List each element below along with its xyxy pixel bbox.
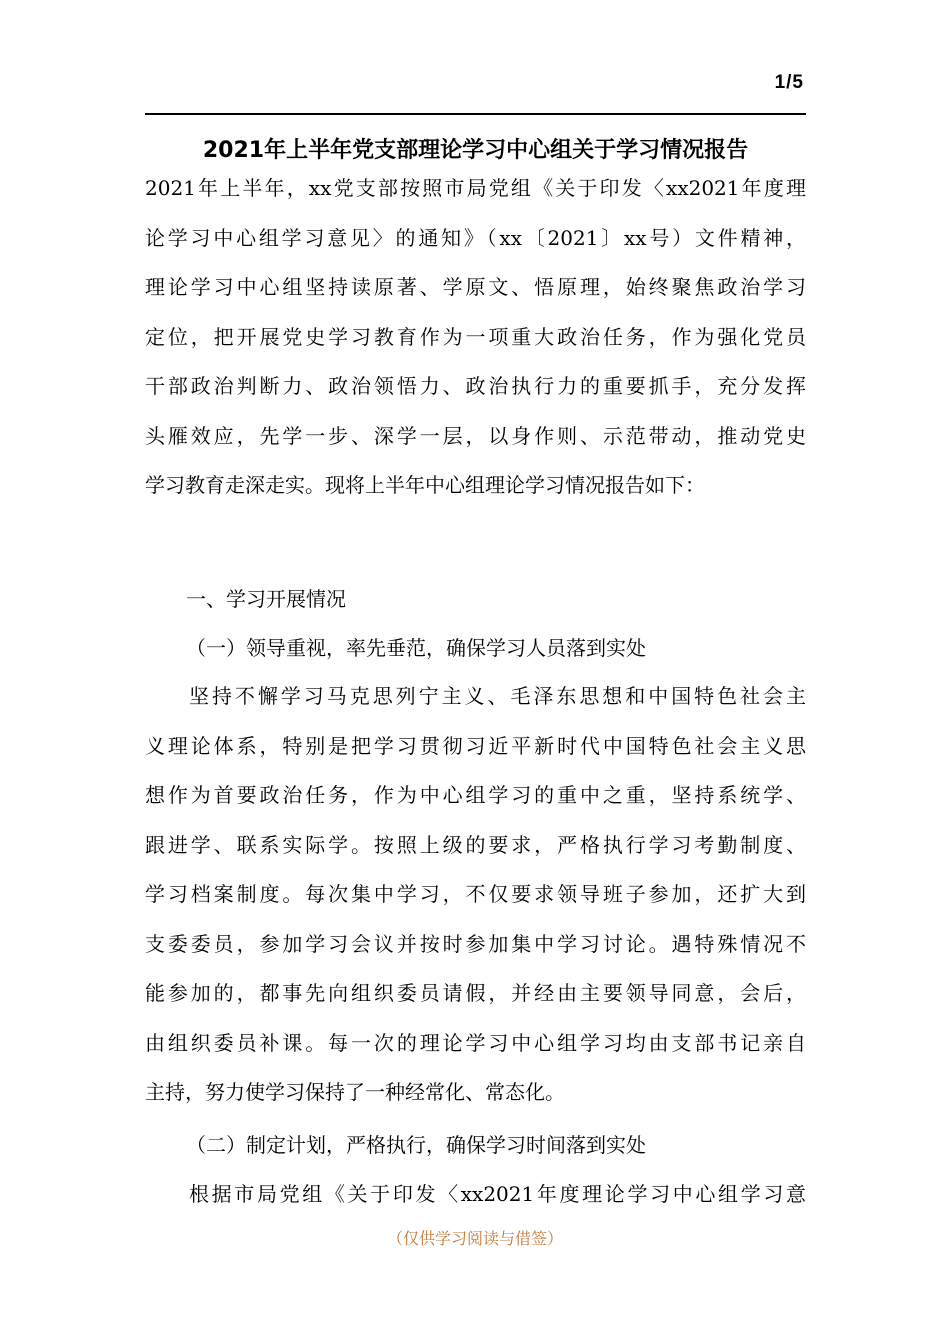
paragraph-line: 由组织委员补课。每一次的理论学习中心组学习均由支部书记亲自 (145, 1030, 806, 1055)
paragraph-line: 能参加的，都事先向组织委员请假，并经由主要领导同意，会后， (145, 981, 806, 1005)
paragraph-line: 根据市局党组《关于印发〈xx2021年度理论学习中心组学习意 (189, 1182, 806, 1206)
paragraph-line: 2021年上半年，xx党支部按照市局党组《关于印发〈xx2021年度理 (145, 176, 806, 200)
paragraph-line: 想作为首要政治任务，作为中心组学习的重中之重，坚持系统学、 (145, 783, 806, 807)
paragraph-line: 头雁效应，先学一步、深学一层，以身作则、示范带动，推动党史 (145, 423, 806, 448)
paragraph-line: 义理论体系，特别是把学习贯彻习近平新时代中国特色社会主义思 (145, 733, 806, 758)
paragraph-line: 定位，把开展党史学习教育作为一项重大政治任务，作为强化党员 (145, 324, 806, 349)
paragraph-line: 跟进学、联系实际学。按照上级的要求，严格执行学习考勤制度、 (145, 832, 806, 857)
subsection-heading: （一）领导重视，率先垂范，确保学习人员落到实处 (186, 636, 646, 660)
paragraph-line: 学习教育走深走实。现将上半年中心组理论学习情况报告如下： (145, 473, 705, 497)
paragraph-line: 干部政治判断力、政治领悟力、政治执行力的重要抓手，充分发挥 (145, 374, 806, 398)
paragraph-line: 论学习中心组学习意见〉的通知》（xx〔2021〕xx号）文件精神， (145, 225, 806, 250)
paragraph-line: 学习档案制度。每次集中学习，不仅要求领导班子参加，还扩大到 (145, 882, 806, 906)
intro-paragraph (145, 164, 806, 511)
page-number: 1/5 (774, 72, 804, 93)
subsection-one-paragraph (145, 672, 806, 1118)
paragraph-line: 支委委员，参加学习会议并按时参加集中学习讨论。遇特殊情况不 (145, 931, 806, 956)
document-title: 2021年上半年党支部理论学习中心组关于学习情况报告 (202, 138, 749, 163)
header-divider (145, 113, 806, 115)
paragraph-line: 坚持不懈学习马克思列宁主义、毛泽东思想和中国特色社会主 (189, 684, 806, 708)
subsection-heading: （二）制定计划，严格执行，确保学习时间落到实处 (186, 1133, 646, 1157)
section-heading: 一、学习开展情况 (186, 587, 346, 611)
footer-note: （仅供学习阅读与借签） (386, 1229, 563, 1248)
paragraph-line: 主持，努力使学习保持了一种经常化、常态化。 (145, 1080, 565, 1104)
paragraph-line: 理论学习中心组坚持读原著、学原文、悟原理，始终聚焦政治学习 (145, 275, 806, 299)
subsection-two-paragraph (145, 1170, 806, 1220)
